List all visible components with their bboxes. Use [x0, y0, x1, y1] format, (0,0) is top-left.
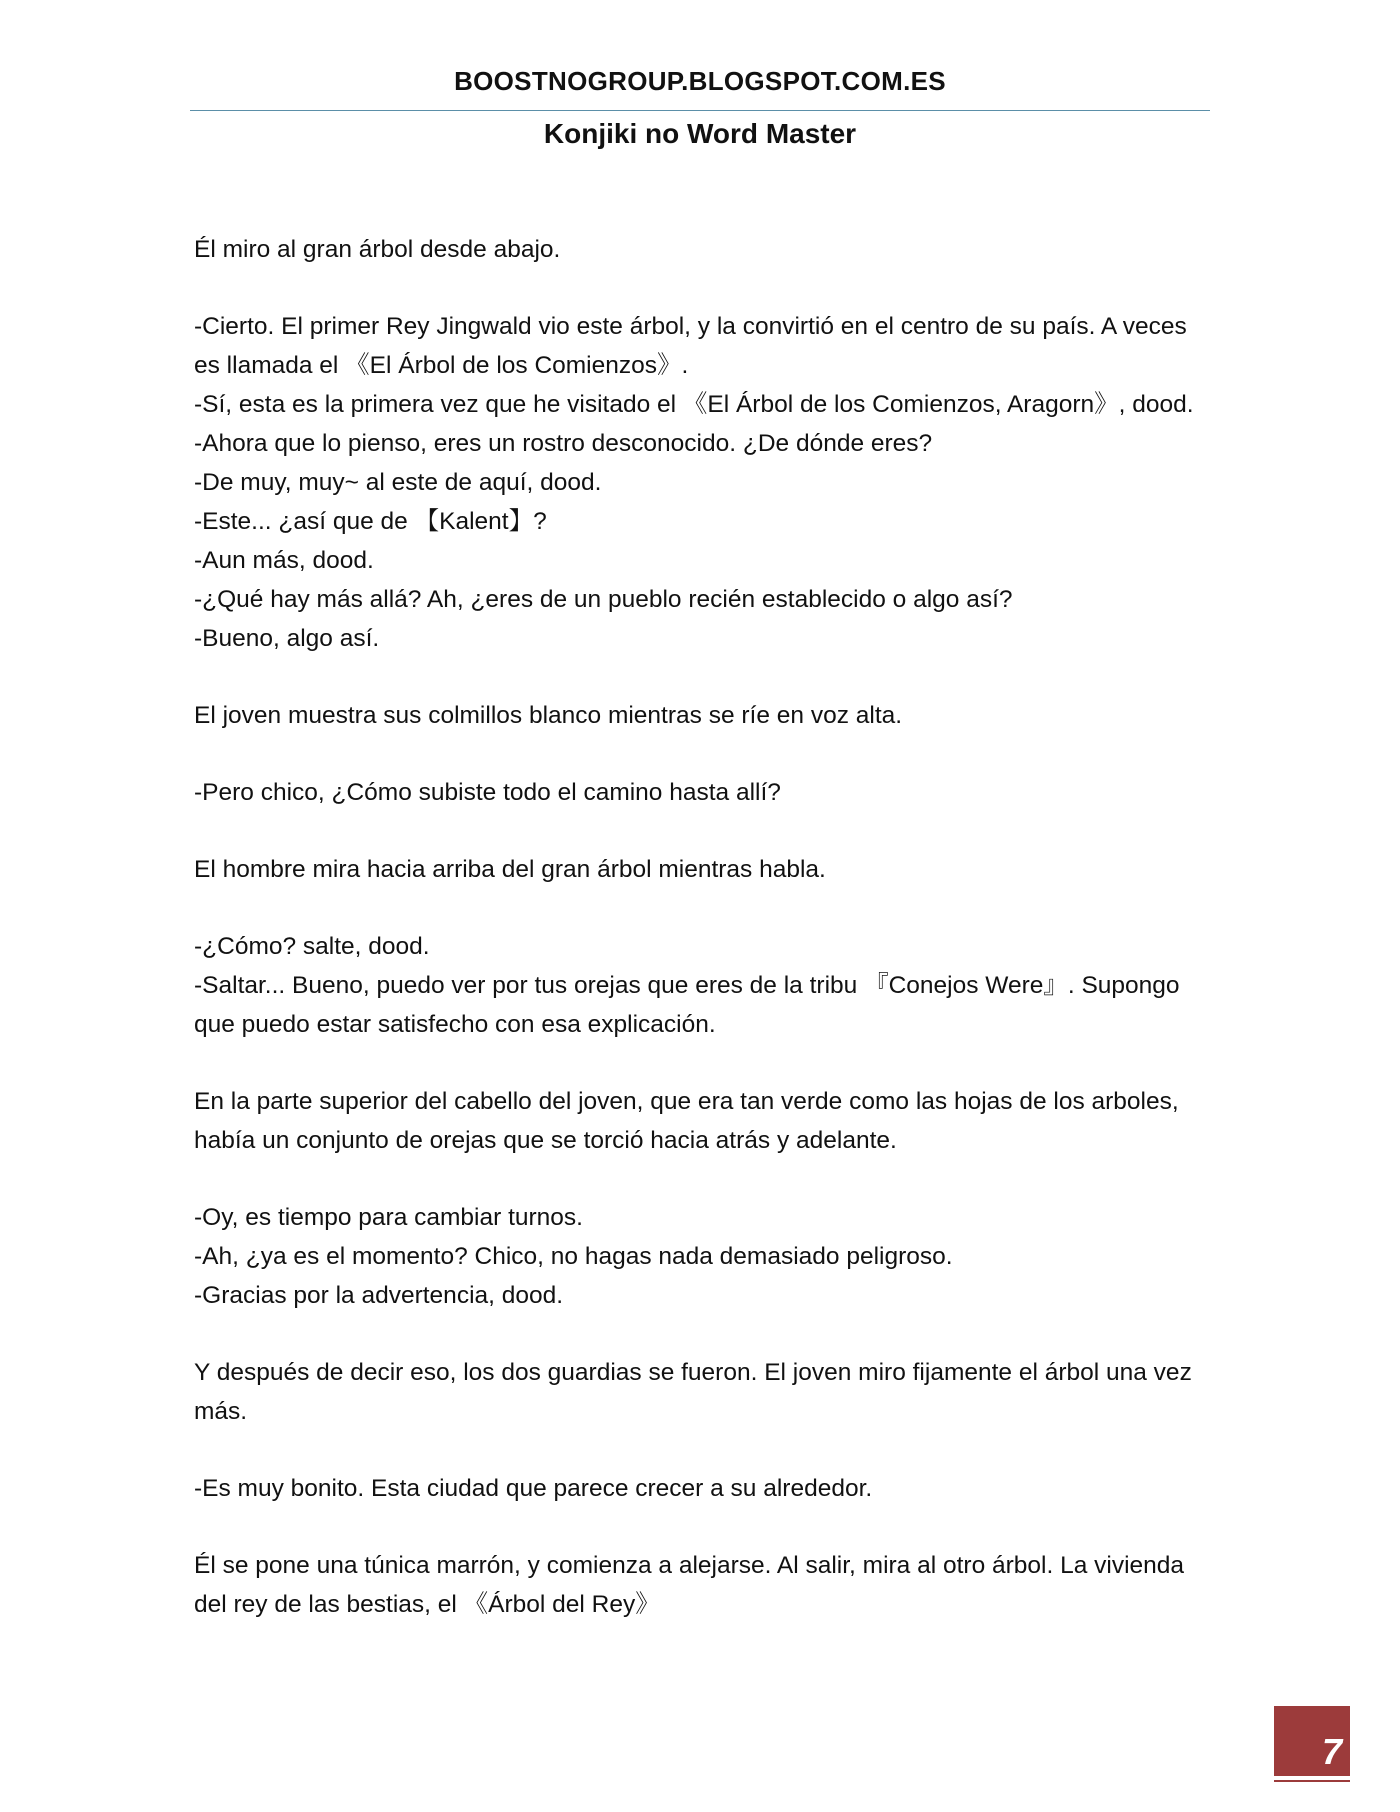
- text-line: -Ahora que lo pienso, eres un rostro desconocido. ¿De dónde eres?: [194, 430, 933, 457]
- text-line: -Saltar... Bueno, puedo ver por tus orejas que eres de la tribu 『Conejos Were』. Supongo: [194, 972, 1180, 999]
- text-line: -Gracias por la advertencia, dood.: [194, 1282, 564, 1309]
- body-text: [194, 230, 1214, 1624]
- text-line: del rey de las bestias, el 《Árbol del Rey》: [194, 1591, 660, 1618]
- paragraph-gap: [194, 812, 1214, 850]
- paragraph-gap: [194, 1508, 1214, 1546]
- document-title: Konjiki no Word Master: [543, 118, 857, 149]
- text-line: -Bueno, algo así.: [194, 625, 380, 652]
- text-line: El joven muestra sus colmillos blanco mientras se ríe en voz alta.: [194, 702, 903, 729]
- paragraph-gap: [194, 735, 1214, 773]
- paragraph-gap: [194, 1160, 1214, 1198]
- text-line: -Este... ¿así que de 【Kalent】?: [194, 508, 547, 535]
- page-number-badge: [1274, 1706, 1350, 1776]
- paragraph-gap: [194, 1431, 1214, 1469]
- paragraph-gap: [194, 1315, 1214, 1353]
- text-line: que puedo estar satisfecho con esa explicación.: [194, 1011, 716, 1038]
- header-divider: [190, 110, 1210, 111]
- text-line: Él se pone una túnica marrón, y comienza a alejarse. Al salir, mira al otro árbol. La vivienda: [194, 1552, 1185, 1579]
- text-line: había un conjunto de orejas que se torció hacia atrás y adelante.: [194, 1127, 897, 1154]
- text-line: es llamada el 《El Árbol de los Comienzos》.: [194, 352, 689, 379]
- page-number: 7: [1321, 1731, 1342, 1772]
- paragraph-gap: [194, 1044, 1214, 1082]
- text-line: El hombre mira hacia arriba del gran árbol mientras habla.: [194, 856, 826, 883]
- text-line: -De muy, muy~ al este de aquí, dood.: [194, 469, 602, 496]
- text-line: -Sí, esta es la primera vez que he visitado el 《El Árbol de los Comienzos, Aragorn》, dood.: [194, 391, 1194, 418]
- paragraph-gap: [194, 658, 1214, 696]
- text-line: -Pero chico, ¿Cómo subiste todo el camino hasta allí?: [194, 779, 781, 806]
- text-line: Él miro al gran árbol desde abajo.: [194, 236, 561, 263]
- text-line: -¿Cómo? salte, dood.: [194, 933, 430, 960]
- text-line: Y después de decir eso, los dos guardias se fueron. El joven miro fijamente el árbol una vez: [194, 1359, 1192, 1386]
- page-badge-underline: [1274, 1780, 1350, 1782]
- text-line: -Aun más, dood.: [194, 547, 374, 574]
- paragraph-gap: [194, 269, 1214, 307]
- text-line: -Oy, es tiempo para cambiar turnos.: [194, 1204, 583, 1231]
- text-line: En la parte superior del cabello del joven, que era tan verde como las hojas de los arboles,: [194, 1088, 1179, 1115]
- text-line: -Es muy bonito. Esta ciudad que parece crecer a su alrededor.: [194, 1475, 873, 1502]
- text-line: -¿Qué hay más allá? Ah, ¿eres de un pueblo recién establecido o algo así?: [194, 586, 1013, 613]
- text-line: -Cierto. El primer Rey Jingwald vio este árbol, y la convirtió en el centro de su país. A veces: [194, 313, 1187, 340]
- paragraph-gap: [194, 889, 1214, 927]
- text-line: más.: [194, 1398, 248, 1425]
- text-line: -Ah, ¿ya es el momento? Chico, no hagas nada demasiado peligroso.: [194, 1243, 953, 1270]
- site-header: BOOSTNOGROUP.BLOGSPOT.COM.ES: [454, 66, 946, 96]
